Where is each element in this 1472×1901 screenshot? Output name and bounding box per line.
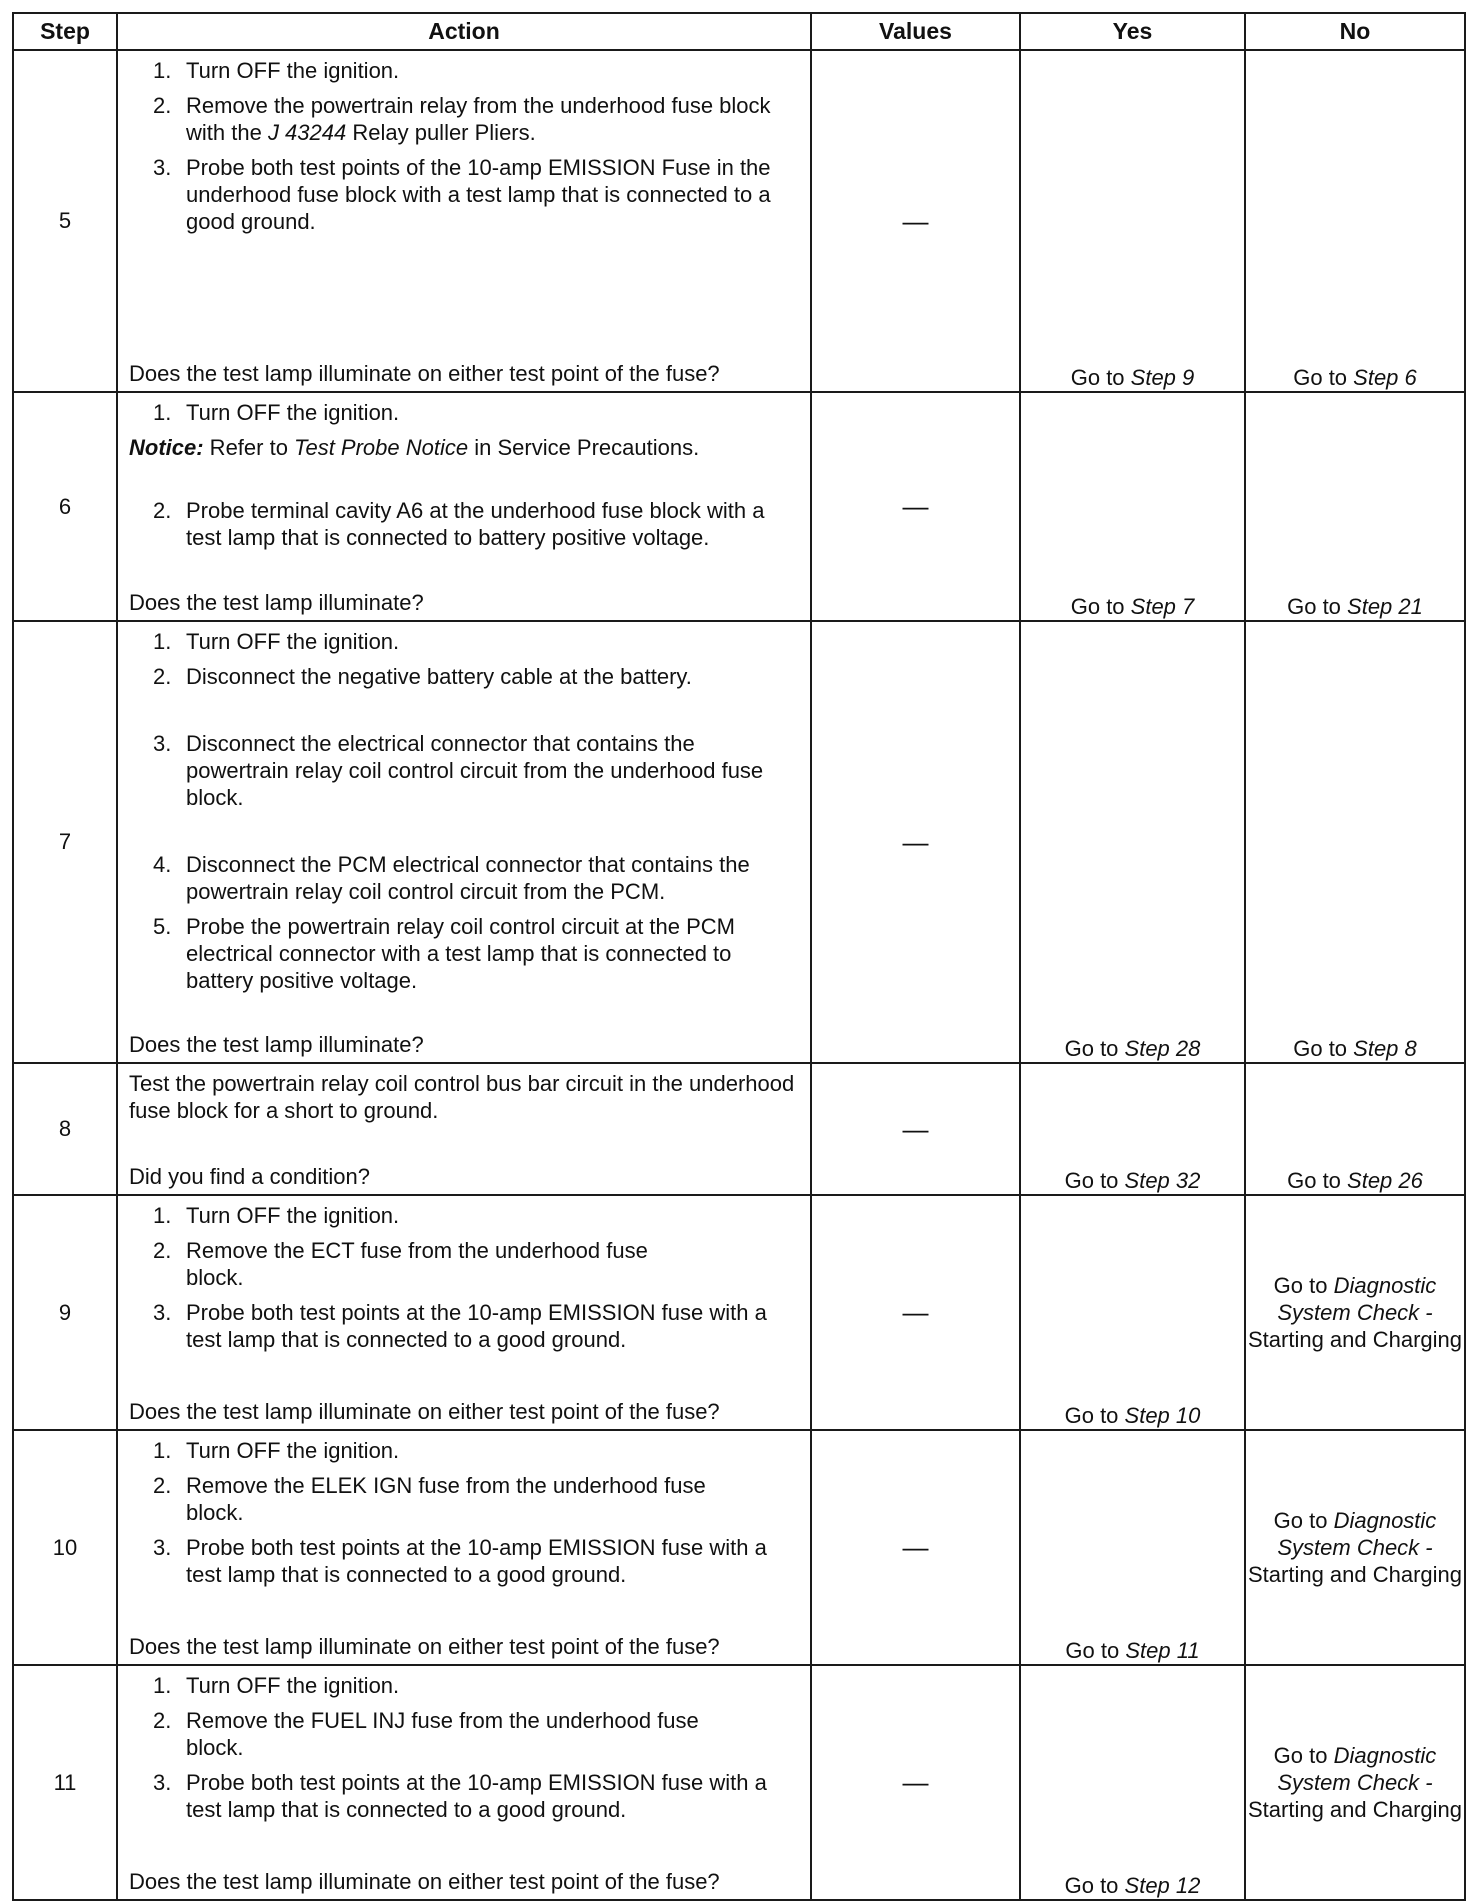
yes-cell: Go to Step 11 [1020, 1430, 1245, 1665]
step-link: Step 6 [1353, 365, 1417, 390]
action-item: 1. Turn OFF the ignition. [153, 58, 400, 83]
action-item: 2. Remove the ECT fuse from the underhood fuse block. [153, 1238, 648, 1290]
values-cell: — [811, 1195, 1020, 1430]
step-link: Step 7 [1130, 594, 1195, 619]
action-item: 1. Turn OFF the ignition. [153, 1203, 400, 1228]
no-cell: Go to Step 21 [1245, 392, 1465, 621]
action-item: 3. Probe both test points at the 10-amp EMISSION fuse with a test lamp that is connected to a good ground. [153, 1300, 767, 1352]
action-item: 3. Probe both test points at the 10-amp EMISSION fuse with a test lamp that is connected to a good ground. [153, 1535, 767, 1587]
action-list [129, 628, 800, 1002]
table-row [13, 50, 1465, 392]
action-item: 2. Remove the ELEK IGN fuse from the underhood fuse block. [153, 1473, 706, 1525]
step-link: Diagnostic System Check - [1277, 1273, 1437, 1325]
action-list [129, 57, 800, 243]
tool-reference: J 43244 [267, 120, 347, 145]
action-item: 2. Probe terminal cavity A6 at the underhood fuse block with a test lamp that is connected to battery positive voltage. [153, 498, 765, 550]
header-yes: Yes [1020, 13, 1245, 50]
action-text: Test the powertrain relay coil control bus bar circuit in the underhood fuse block for a short to ground. [129, 1071, 795, 1123]
action-item: 5. Probe the powertrain relay coil control circuit at the PCM electrical connector with a test lamp that is connected to battery positive voltage. [153, 914, 736, 993]
step-link: Diagnostic System Check - [1277, 1743, 1437, 1795]
step-number: 6 [13, 392, 117, 621]
yes-cell: Go to Step 32 [1020, 1063, 1245, 1195]
table-row [13, 1430, 1465, 1665]
header-action: Action [117, 13, 811, 50]
yes-cell: Go to Step 28 [1020, 621, 1245, 1063]
action-cell [117, 1063, 811, 1195]
no-cell: Go to Diagnostic System Check - Starting and Charging [1245, 1430, 1465, 1665]
action-list [129, 1202, 800, 1361]
header-values: Values [811, 13, 1020, 50]
step-number: 9 [13, 1195, 117, 1430]
step-link: Step 9 [1130, 365, 1195, 390]
action-list [129, 497, 800, 551]
action-question: Does the test lamp illuminate on either test point of the fuse? [129, 1869, 720, 1894]
step-link: Step 28 [1124, 1036, 1201, 1061]
no-cell: Go to Step 8 [1245, 621, 1465, 1063]
action-item: 3. Probe both test points at the 10-amp EMISSION fuse with a test lamp that is connected to a good ground. [153, 1770, 767, 1822]
step-number: 7 [13, 621, 117, 1063]
header-step: Step [13, 13, 117, 50]
step-link: Step 8 [1353, 1036, 1417, 1061]
yes-cell: Go to Step 12 [1020, 1665, 1245, 1900]
action-item: 3. Disconnect the electrical connector that contains the powertrain relay coil control circuit from the underhood fuse block. [153, 731, 764, 810]
yes-cell: Go to Step 10 [1020, 1195, 1245, 1430]
action-item: 2. Remove the powertrain relay from the underhood fuse block with the J 43244 Relay puller Pliers. [153, 93, 771, 145]
table-row [13, 1063, 1465, 1195]
action-cell [117, 392, 811, 621]
action-item: 2. Disconnect the negative battery cable at the battery. [153, 664, 692, 689]
step-link: Step 26 [1347, 1168, 1423, 1193]
step-link: Step 10 [1124, 1403, 1201, 1428]
action-item: 1. Turn OFF the ignition. [153, 629, 400, 654]
values-cell: — [811, 621, 1020, 1063]
action-question: Did you find a condition? [129, 1164, 370, 1189]
action-list [129, 1672, 800, 1831]
action-item: 1. Turn OFF the ignition. [153, 1673, 400, 1698]
header-row [13, 13, 1465, 50]
step-link: Step 32 [1124, 1168, 1201, 1193]
action-list [129, 399, 800, 426]
no-cell: Go to Step 6 [1245, 50, 1465, 392]
action-question: Does the test lamp illuminate? [129, 590, 424, 615]
step-link: Step 11 [1125, 1638, 1200, 1663]
action-question: Does the test lamp illuminate on either test point of the fuse? [129, 1399, 720, 1424]
no-cell: Go to Diagnostic System Check - Starting and Charging [1245, 1195, 1465, 1430]
step-link: Step 12 [1124, 1873, 1201, 1898]
step-number: 8 [13, 1063, 117, 1195]
action-cell [117, 1665, 811, 1900]
action-item: 2. Remove the FUEL INJ fuse from the underhood fuse block. [153, 1708, 699, 1760]
action-cell [117, 50, 811, 392]
action-cell [117, 621, 811, 1063]
action-question: Does the test lamp illuminate? [129, 1032, 424, 1057]
table-row [13, 1195, 1465, 1430]
action-cell [117, 1430, 811, 1665]
step-link: Diagnostic System Check - [1277, 1508, 1437, 1560]
yes-cell: Go to Step 7 [1020, 392, 1245, 621]
table-row [13, 392, 1465, 621]
no-cell: Go to Step 26 [1245, 1063, 1465, 1195]
action-item: 4. Disconnect the PCM electrical connector that contains the powertrain relay coil control circuit from the PCM. [153, 852, 750, 904]
no-cell: Go to Diagnostic System Check - Starting and Charging [1245, 1665, 1465, 1900]
step-link: Step 21 [1347, 594, 1423, 619]
action-list [129, 1437, 800, 1596]
step-number: 10 [13, 1430, 117, 1665]
action-item: 1. Turn OFF the ignition. [153, 1438, 400, 1463]
values-cell: — [811, 1665, 1020, 1900]
action-item: 1. Turn OFF the ignition. [153, 400, 400, 425]
yes-cell: Go to Step 9 [1020, 50, 1245, 392]
action-cell [117, 1195, 811, 1430]
values-cell: — [811, 392, 1020, 621]
action-item: 3. Probe both test points of the 10-amp EMISSION Fuse in the underhood fuse block with a test lamp that is connected to a good ground. [153, 155, 771, 234]
header-no: No [1245, 13, 1465, 50]
step-number: 11 [13, 1665, 117, 1900]
values-cell: — [811, 50, 1020, 392]
notice-text: Notice: Refer to Test Probe Notice in Service Precautions. [129, 435, 700, 460]
values-cell: — [811, 1430, 1020, 1665]
step-number: 5 [13, 50, 117, 392]
values-cell: — [811, 1063, 1020, 1195]
table-row [13, 1665, 1465, 1900]
action-question: Does the test lamp illuminate on either test point of the fuse? [129, 1634, 720, 1659]
table-row [13, 621, 1465, 1063]
action-question: Does the test lamp illuminate on either test point of the fuse? [129, 361, 720, 386]
diagnostic-table [12, 12, 1466, 1901]
